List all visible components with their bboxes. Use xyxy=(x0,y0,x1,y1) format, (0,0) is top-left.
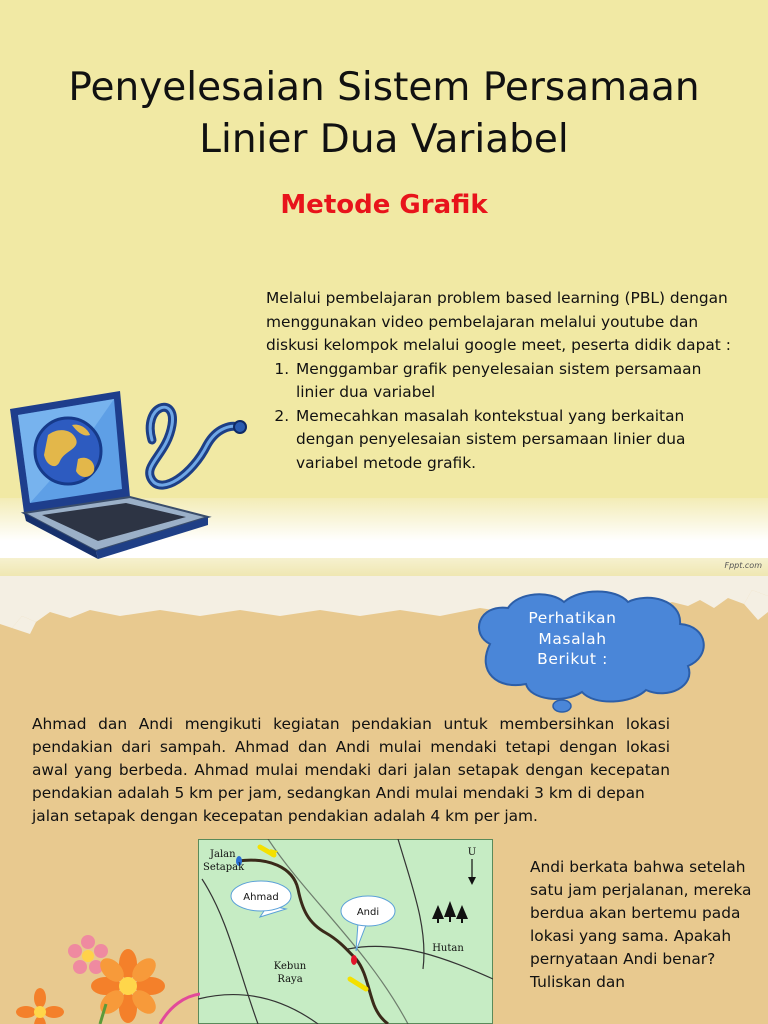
callout-text xyxy=(470,608,675,670)
callout-line: Masalah xyxy=(538,629,607,648)
callout-cloud xyxy=(470,588,732,714)
slide-footer-strip xyxy=(0,558,768,576)
map-label-raya: Raya xyxy=(277,974,303,985)
objectives-list xyxy=(266,358,736,476)
learning-objectives xyxy=(266,287,736,475)
problem-story xyxy=(32,713,670,828)
objective-item: 2. Memecahkan masalah kontekstual yang berkaitan dengan penyelesaian sistem persamaan linier dua variabel metode grafik. xyxy=(294,405,736,476)
map-label-setapak: Setapak xyxy=(203,862,245,873)
callout-line: Berikut : xyxy=(537,650,608,668)
story-paragraph: Ahmad dan Andi mengikuti kegiatan pendakian untuk membersihkan lokasi pendakian dari sampah. Ahmad dan Andi mulai mendaki tetapi dengan lokasi awal yang berbeda. Ahmad mulai mendaki dari jalan setapak dengan kecepatan pendakian adalah 5 km per jam, sedangkan Andi mulai mendaki 3 km di depan xyxy=(32,715,670,802)
laptop-globe-illustration xyxy=(2,385,252,560)
problem-question: Andi berkata bahwa setelah satu jam perjalanan, mereka berdua akan bertemu pada lokasi yang sama. Apakah pernyataan Andi benar? Tuliskan dan xyxy=(530,858,752,991)
story-last-line: jalan setapak dengan kecepatan pendakian adalah 4 km per jam. xyxy=(32,807,538,825)
flowers-illustration xyxy=(0,916,200,1024)
objective-item: 1. Menggambar grafik penyelesaian sistem persamaan linier dua variabel xyxy=(294,358,736,405)
map-label-ahmad: Ahmad xyxy=(243,892,279,903)
title-line-1: Penyelesaian Sistem Persamaan xyxy=(68,65,700,110)
map-label-hutan: Hutan xyxy=(432,943,464,954)
map-label-andi: Andi xyxy=(356,907,380,918)
hiking-route-map xyxy=(198,839,493,1024)
map-label-kebun: Kebun xyxy=(273,961,307,972)
watermark-text: Fppt.com xyxy=(724,561,762,570)
map-label-jalan: Jalan xyxy=(210,849,236,860)
title-line-2: Linier Dua Variabel xyxy=(199,117,569,162)
slide-subtitle: Metode Grafik xyxy=(280,190,488,220)
callout-line: Perhatikan xyxy=(528,609,617,627)
slide-title xyxy=(30,62,738,166)
objectives-intro: Melalui pembelajaran problem based learning (PBL) dengan menggunakan video pembelajaran melalui youtube dan diskusi kelompok melalui google meet, peserta didik dapat : xyxy=(266,289,731,354)
map-label-north: U xyxy=(467,847,477,858)
slide-problem xyxy=(0,576,768,1024)
